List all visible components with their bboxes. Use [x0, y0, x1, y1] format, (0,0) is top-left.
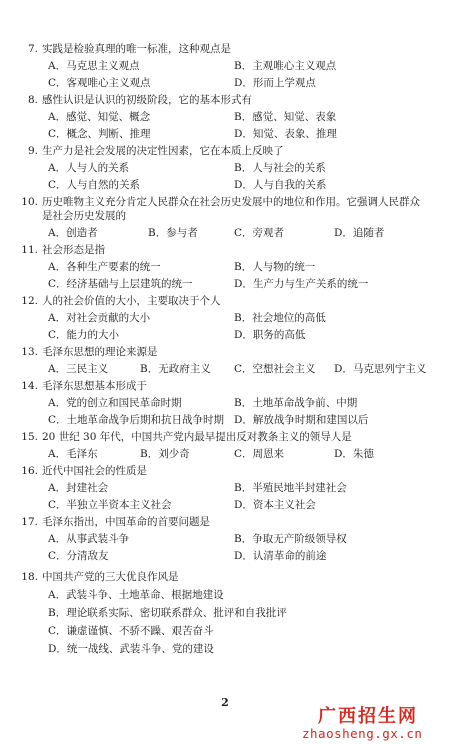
option-b: B．争取无产阶级领导权	[234, 533, 347, 545]
option-a: A．武装斗争、土地革命、根据地建设	[48, 589, 224, 601]
question-number: 14.	[21, 380, 38, 392]
option-d: D．生产力与生产关系的统一	[234, 278, 369, 290]
option-c: C．客观唯心主义观点	[48, 77, 151, 89]
question-stem: 人的社会价值的大小，主要取决于个人	[42, 295, 221, 307]
option-b: B．理论联系实际、密切联系群众、批评和自我批评	[48, 607, 287, 619]
option-b: B．刘少奇	[140, 448, 190, 460]
question-18	[18, 570, 179, 584]
question-number: 8.	[27, 94, 38, 106]
option-b: B．人与物的统一	[234, 261, 316, 273]
option-d: D．统一战线、武装斗争、党的建设	[48, 643, 214, 655]
option-a: A．感觉、知觉、概念	[48, 111, 151, 123]
option-d: D．职务的高低	[234, 329, 306, 341]
option-c: C．半独立半资本主义社会	[48, 499, 172, 511]
option-c: C．谦虚谨慎、不骄不躁、艰苦奋斗	[48, 625, 214, 637]
option-b: B．社会地位的高低	[234, 312, 326, 324]
question-17	[18, 515, 210, 529]
option-d: D．认清革命的前途	[234, 550, 327, 562]
option-d: D．朱德	[334, 448, 374, 460]
question-14	[18, 379, 147, 393]
question-number: 13.	[21, 346, 38, 358]
option-d: D．马克思列宁主义	[334, 363, 427, 375]
question-number: 11.	[21, 244, 38, 256]
option-c: C．人与自然的关系	[48, 179, 141, 191]
question-stem: 中国共产党的三大优良作风是	[42, 571, 179, 583]
question-number: 16.	[21, 465, 38, 477]
option-d: D．知觉、表象、推理	[234, 128, 337, 140]
option-d: D．解放战争时期和建国以后	[234, 414, 369, 426]
question-number: 7.	[27, 43, 38, 55]
option-a: A．从事武装斗争	[48, 533, 130, 545]
question-10	[18, 195, 420, 223]
option-c: C．经济基础与上层建筑的统一	[48, 278, 193, 290]
option-a: A．创造者	[48, 227, 98, 239]
question-stem: 历史唯物主义充分肯定人民群众在社会历史发展中的地位和作用。它强调人民群众	[42, 196, 420, 208]
option-c: C．概念、判断、推理	[48, 128, 151, 140]
option-c: C．空想社会主义	[234, 363, 316, 375]
question-11	[18, 243, 105, 257]
option-a: A．马克思主义观点	[48, 60, 140, 72]
question-9	[18, 144, 284, 158]
question-stem-continued: 是社会历史发展的	[42, 210, 126, 222]
question-number: 15.	[21, 431, 38, 443]
question-stem: 感性认识是认识的初级阶段，它的基本形式有	[42, 94, 252, 106]
option-a: A．对社会贡献的大小	[48, 312, 151, 324]
question-stem: 20 世纪 30 年代，中国共产党内最早提出反对教条主义的领导人是	[42, 431, 352, 443]
option-b: B．无政府主义	[140, 363, 211, 375]
question-number: 18.	[21, 571, 38, 583]
option-a: A．三民主义	[48, 363, 109, 375]
watermark-site-url: zhaosheng.gx.cn	[302, 726, 423, 741]
option-b: B．土地革命战争前、中期	[234, 397, 358, 409]
question-stem: 毛泽东指出，中国革命的首要问题是	[42, 516, 210, 528]
option-b: B．参与者	[148, 227, 198, 239]
option-b: B．感觉、知觉、表象	[234, 111, 337, 123]
option-a: A．人与人的关系	[48, 162, 130, 174]
option-d: D．资本主义社会	[234, 499, 316, 511]
question-number: 17.	[21, 516, 38, 528]
option-a: A．各种生产要素的统一	[48, 261, 161, 273]
option-c: C．土地革命战争后期和抗日战争时期	[48, 414, 225, 426]
question-stem: 社会形态是指	[42, 244, 105, 256]
option-c: C．分清敌友	[48, 550, 109, 562]
question-number: 9.	[27, 145, 38, 157]
question-15	[18, 430, 352, 444]
option-b: B．半殖民地半封建社会	[234, 482, 347, 494]
option-d: D．形而上学观点	[234, 77, 316, 89]
question-stem: 实践是检验真理的唯一标准，这种观点是	[42, 43, 231, 55]
option-b: B．主观唯心主义观点	[234, 60, 337, 72]
option-c: C．周恩来	[234, 448, 285, 460]
option-a: A．党的创立和国民革命时期	[48, 397, 182, 409]
question-stem: 毛泽东思想基本形成于	[42, 380, 147, 392]
option-c: C．旁观者	[234, 227, 285, 239]
question-stem: 毛泽东思想的理论来源是	[42, 346, 158, 358]
page-number: 2	[221, 696, 229, 709]
option-b: B．人与社会的关系	[234, 162, 326, 174]
option-a: A．毛泽东	[48, 448, 98, 460]
question-number: 10.	[21, 196, 38, 208]
question-16	[18, 464, 147, 478]
question-8	[18, 93, 252, 107]
question-stem: 生产力是社会发展的决定性因素，它在本质上反映了	[42, 145, 284, 157]
question-12	[18, 294, 221, 308]
option-a: A．封建社会	[48, 482, 109, 494]
option-c: C．能力的大小	[48, 329, 120, 341]
watermark-site-name: 广西招生网	[318, 706, 418, 727]
option-d: D．人与自我的关系	[234, 179, 327, 191]
question-13	[18, 345, 158, 359]
question-7	[18, 42, 231, 56]
question-stem: 近代中国社会的性质是	[42, 465, 147, 477]
question-number: 12.	[21, 295, 38, 307]
option-d: D．追随者	[334, 227, 385, 239]
